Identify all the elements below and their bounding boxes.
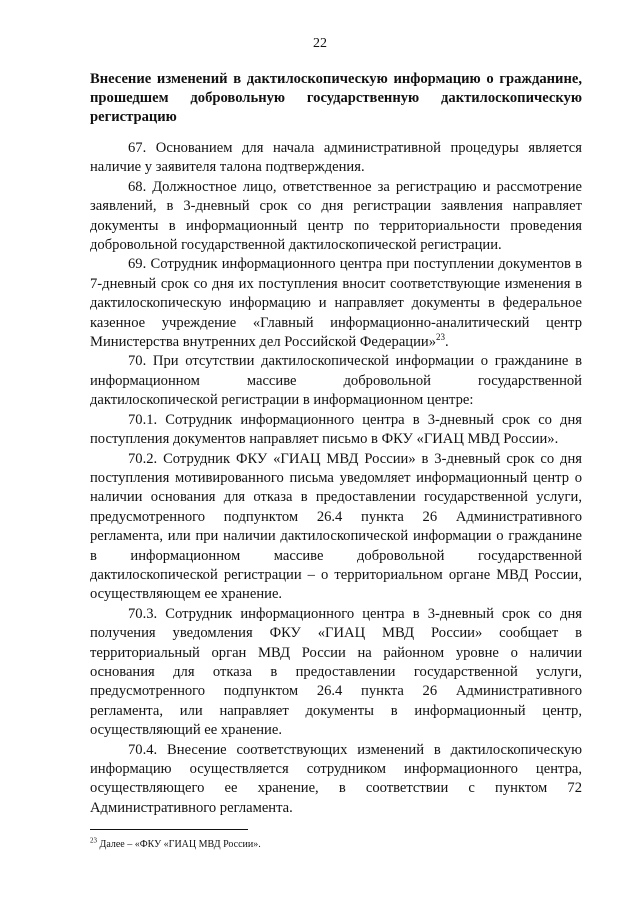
footnote-text: Далее – «ФКУ «ГИАЦ МВД России». bbox=[97, 839, 261, 850]
paragraph-68: 68. Должностное лицо, ответственное за регистрацию и рассмотрение заявлений, в 3-дневный срок со дня регистрации заявления направляет документы в информационный центр по территориальности проведения добровольной государственной дактилоскопической регистрации. bbox=[90, 178, 582, 254]
paragraph-69-period: . bbox=[445, 334, 449, 351]
paragraph-70-3: 70.3. Сотрудник информационного центра в 3-дневный срок со дня получения уведомления ФКУ «ГИАЦ МВД России» сообщает в территориальный орган МВД России на районном уровне о наличии основания для отказа в предоставлении государственной услуги, предусмотренного подпунктом 26.4 пункта 26 Административного регламента, или направляет документы в информационный центр, осуществляющий ее хранение. bbox=[90, 605, 582, 739]
paragraph-69 bbox=[90, 255, 582, 352]
footnote-divider bbox=[90, 829, 248, 830]
footnote-marker: 23 bbox=[90, 836, 97, 845]
paragraph-67: 67. Основанием для начала административной процедуры является наличие у заявителя талона подтверждения. bbox=[90, 140, 582, 176]
paragraph-70-1: 70.1. Сотрудник информационного центра в 3-дневный срок со дня поступления документов направляет письмо в ФКУ «ГИАЦ МВД России». bbox=[90, 411, 582, 448]
footnote-reference: 23 bbox=[436, 332, 446, 343]
paragraph-70: 70. При отсутствии дактилоскопической информации о гражданине в информационном массиве добровольной государственной дактилоскопической регистрации в информационном центре: bbox=[90, 353, 582, 409]
paragraph-69-text: 69. Сотрудник информационного центра при поступлении документов в 7-дневный срок со дня их поступления вносит соответствующие изменения в дактилоскопическую информацию и направляет документы в федеральное казенное учреждение «Главный информационно-аналитический центр Министерства внутренних дел Российской Федерации» bbox=[90, 256, 582, 351]
document-body bbox=[90, 139, 582, 818]
page-number: 22 bbox=[313, 36, 327, 51]
paragraph-70-2: 70.2. Сотрудник ФКУ «ГИАЦ МВД России» в 3-дневный срок со дня поступления мотивированного письма уведомляет информационный центр о наличии основания для отказа в предоставлении государственной услуги, предусмотренного подпунктом 26.4 пункта 26 Административного регламента, или при наличии дактилоскопической информации о гражданине в информационном массиве добровольной государственной дактилоскопической регистрации – о территориальном органе МВД России, осуществляющем ее хранение. bbox=[90, 450, 582, 603]
section-heading: Внесение изменений в дактилоскопическую информацию о гражданине, прошедшем добровольную государственную дактилоскопическую регистрацию bbox=[90, 71, 582, 125]
paragraph-70-4: 70.4. Внесение соответствующих изменений в дактилоскопическую информацию осуществляется сотрудником информационного центра, осуществляющего ее хранение, в соответствии с пунктом 72 Административного регламента. bbox=[90, 741, 582, 816]
footnote bbox=[90, 838, 582, 851]
